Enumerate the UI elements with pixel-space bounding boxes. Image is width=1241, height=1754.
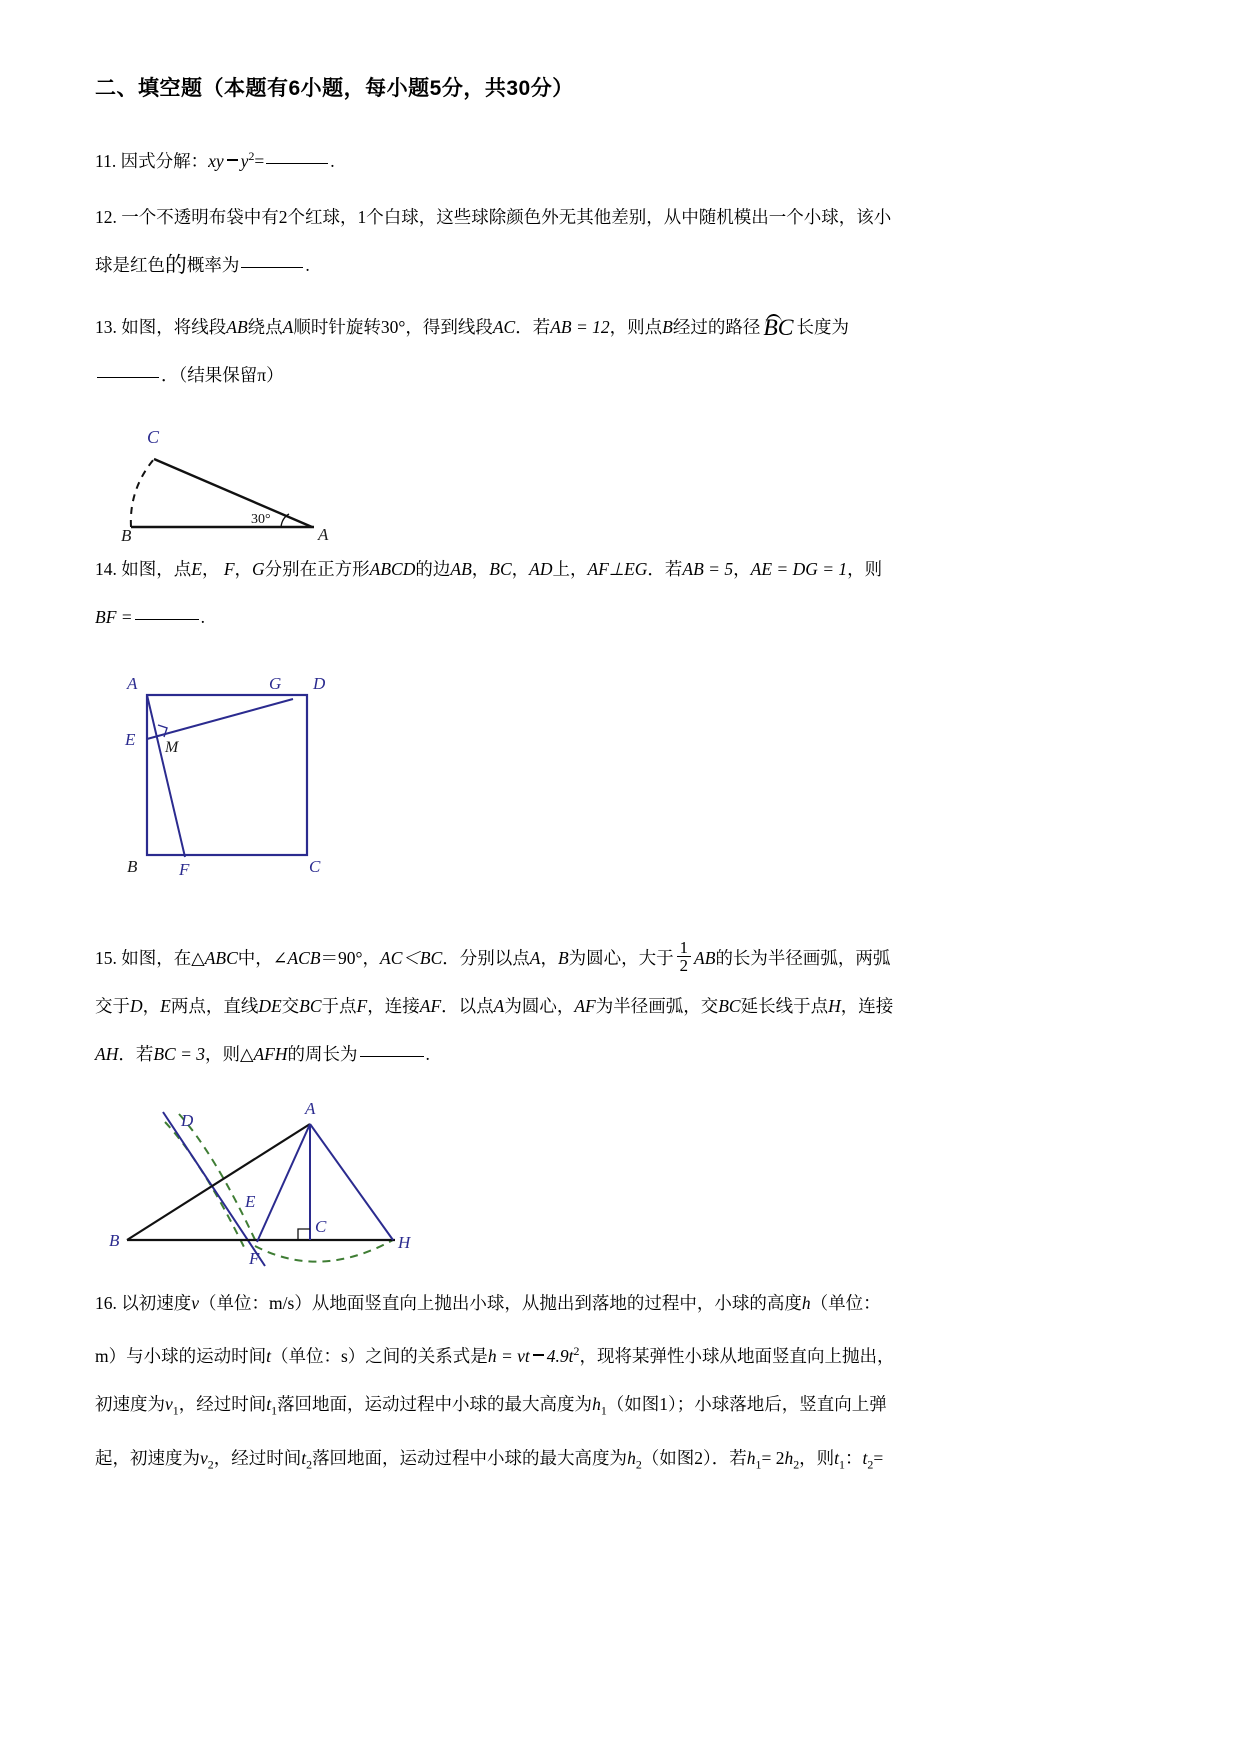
q13-point-b: B — [662, 316, 673, 337]
q15-point-b: B — [557, 947, 569, 968]
figure-q14-label-g: G — [269, 673, 282, 693]
q16-l2-a: m）与小球的运动时间 — [95, 1345, 267, 1366]
question-13-number: 13. — [95, 316, 117, 337]
q14-bf-label: BF = — [95, 606, 133, 627]
figure-q14 — [117, 667, 1155, 882]
q13-text-g: 长度为 — [796, 316, 850, 337]
q16-ratio-colon: ： — [845, 1448, 863, 1469]
question-12-de-char: 的 — [165, 252, 187, 277]
q15-point-d: D — [130, 995, 143, 1016]
q13-text-tail: ．（结果保留π） — [161, 364, 284, 385]
q16-cond-equals: = 2 — [761, 1448, 785, 1469]
q16-h2-subscript: 2 — [635, 1457, 642, 1472]
question-16-number: 16. — [95, 1292, 117, 1313]
figure-q15-label-f: F — [249, 1248, 260, 1268]
figure-q14-label-m: M — [165, 738, 179, 756]
q16-formula-tail: 4.9t — [546, 1345, 574, 1366]
q16-t2-symbol: t — [301, 1448, 307, 1469]
q16-v2-symbol: v — [200, 1448, 208, 1469]
q15-point-a: A — [529, 947, 541, 968]
q16-l4-e: ，则 — [799, 1448, 835, 1469]
question-15-number: 15. — [95, 947, 117, 968]
q15-seg-ah: AH — [95, 1043, 119, 1064]
q16-l2-c: ，现将某弹性小球从地面竖直向上抛出， — [579, 1345, 895, 1366]
q15-point-f: F — [356, 995, 368, 1016]
q13-text-e: ，则点 — [609, 316, 663, 337]
q14-perpendicular: AF⊥EG — [587, 558, 648, 579]
figure-q13-label-a: A — [318, 524, 329, 544]
formula-minus-icon — [533, 1354, 544, 1356]
q15-angle-acb: ACB — [287, 947, 321, 968]
segment-ca — [154, 459, 312, 527]
question-12-line1: 一个不透明布袋中有2个红球，1个白球，这些球除颜色外无其他差别，从中随机模出一个小球，该小 — [121, 206, 892, 227]
q11-answer-blank[interactable] — [266, 162, 328, 164]
segment-b-to-a — [127, 1124, 310, 1240]
question-14-number: 14. — [95, 558, 117, 579]
figure-q14-label-c: C — [309, 856, 321, 876]
construction-arc-left — [179, 1114, 257, 1244]
figure-q14-label-d: D — [313, 673, 326, 693]
q15-seg-ab: AB — [694, 947, 716, 968]
q15-line-de: DE — [258, 995, 282, 1016]
minus-bar-icon — [227, 159, 238, 161]
q13-text-b: 绕点 — [247, 316, 283, 337]
q16-l4-b: ，经过时间 — [213, 1448, 302, 1469]
q16-l1-c: （单位： — [810, 1292, 881, 1313]
q14-period: . — [200, 606, 205, 627]
section-heading: 二、填空题（本题有6小题，每小题5分，共30分） — [95, 77, 574, 100]
q16-ratio-equals: = — [873, 1448, 884, 1469]
q16-formula-head: h = vt — [487, 1345, 530, 1366]
q16-cond-h: h — [746, 1448, 756, 1469]
q16-l3-d: （如图1）；小球落地后，竖直向上弹 — [606, 1393, 887, 1414]
q12-answer-blank[interactable] — [241, 266, 303, 268]
question-11-number: 11. — [95, 150, 117, 171]
q13-point-a: A — [282, 316, 294, 337]
q13-text-a: 如图，将线段 — [121, 316, 227, 337]
q16-l3-a: 初速度为 — [95, 1393, 165, 1414]
q16-var-v: v — [191, 1292, 200, 1313]
figure-q15-label-c: C — [315, 1216, 327, 1236]
q14-text-e: ．若 — [647, 558, 683, 579]
q13-ab-value: AB = 12 — [550, 316, 610, 337]
q15-seg-af: AF — [419, 995, 442, 1016]
q13-seg-ab: AB — [226, 316, 248, 337]
q14-text-c: 的边 — [415, 558, 451, 579]
q16-t1-subscript: 1 — [271, 1403, 278, 1418]
question-15 — [95, 934, 1155, 1078]
question-14: 14. 如图，点E， F，G分别在正方形ABCD的边AB，BC，AD上，AF⊥EG．若AB = 5，AE = DG = 1，则 BF = . — [95, 558, 883, 627]
q11-expr-xy: xy — [208, 150, 224, 171]
q16-l4-c: 落回地面，运动过程中小球的最大高度为 — [312, 1448, 628, 1469]
q11-expr-y-exponent: 2 — [248, 149, 255, 163]
q14-point-e: E — [191, 558, 202, 579]
figure-q15-label-a: A — [305, 1098, 316, 1118]
q15-seg-af2: AF — [574, 995, 596, 1016]
q11-equals: = — [254, 150, 265, 171]
q16-ratio-t1-sub: 1 — [839, 1457, 845, 1472]
q15-comma-2: ， — [142, 995, 161, 1016]
q15-l2-d: 于点 — [321, 995, 357, 1016]
q15-l2-g: 为圆心， — [504, 995, 575, 1016]
q16-t2-subscript: 2 — [306, 1457, 313, 1472]
q11-period: . — [330, 150, 335, 171]
question-12 — [95, 193, 1155, 289]
q15-l2-h: 为半径画弧，交 — [595, 995, 719, 1016]
q13-text-f: 经过的路径 — [672, 316, 761, 337]
figure-q14-label-b: B — [127, 856, 138, 876]
q15-text-f: 的长为半径画弧，两弧 — [715, 947, 891, 968]
q16-l3-b: ，经过时间 — [178, 1393, 267, 1414]
question-12-line2a: 球是红色 — [95, 254, 165, 275]
q15-l3-b: ．若 — [118, 1043, 154, 1064]
question-13 — [95, 303, 1155, 399]
q14-ae-dg-value: AE = DG = 1 — [750, 558, 848, 579]
q14-answer-blank[interactable] — [135, 618, 199, 620]
right-angle-marker-c — [298, 1229, 310, 1240]
q13-seg-ac: AC — [492, 316, 516, 337]
q15-l3-d: 的周长为 — [287, 1043, 358, 1064]
q16-ratio-t2: t — [862, 1448, 868, 1469]
question-11 — [95, 132, 1155, 185]
q13-text-d: ．若 — [515, 316, 551, 337]
segment-af — [147, 695, 185, 857]
radius-arc-af-to-h — [255, 1240, 393, 1262]
q14-square-abcd: ABCD — [369, 558, 416, 579]
q16-h1-subscript: 1 — [600, 1403, 607, 1418]
q15-period: . — [425, 1043, 430, 1064]
q16-h1-symbol: h — [592, 1393, 601, 1414]
q15-l2-j: ，连接 — [840, 995, 894, 1016]
q15-comma-1: ， — [540, 947, 558, 968]
figure-q13-angle-label: 30° — [251, 511, 271, 527]
q16-t1-symbol: t — [266, 1393, 272, 1414]
q15-text-a: 如图，在△ — [121, 947, 205, 968]
q14-text-f: ，则 — [847, 558, 883, 579]
q14-side-ad: AD — [529, 558, 553, 579]
q14-text-a: 如图，点 — [121, 558, 192, 579]
segment-eg — [147, 699, 293, 739]
q15-l2-e: ，连接 — [367, 995, 420, 1016]
q16-l4-d: （如图2）．若 — [641, 1448, 747, 1469]
q14-text-b: 分别在正方形 — [264, 558, 370, 579]
q12-period: . — [305, 254, 310, 275]
figure-q15-label-h: H — [398, 1232, 411, 1252]
q15-ac-lt-bc: AC＜BC — [380, 947, 443, 968]
figure-q14-label-a: A — [127, 673, 138, 693]
q16-var-h: h — [801, 1292, 811, 1313]
figure-q15-label-e: E — [245, 1191, 256, 1211]
q15-point-e: E — [160, 995, 171, 1016]
line-de — [163, 1112, 265, 1266]
rotation-arc-path — [131, 459, 154, 527]
q15-point-a2: A — [493, 995, 505, 1016]
q15-fraction-one-half — [677, 939, 691, 975]
figure-q13-label-c: C — [147, 426, 160, 447]
question-16 — [95, 1279, 1155, 1489]
q15-text-e: 为圆心，大于 — [568, 947, 674, 968]
question-12-line2b: 概率为 — [186, 254, 240, 275]
q16-ratio-t2-sub: 2 — [867, 1457, 874, 1472]
q15-l3-c: ，则△ — [205, 1043, 254, 1064]
q16-v1-symbol: v — [165, 1393, 173, 1414]
q15-text-d: ．分别以点 — [442, 947, 530, 968]
q14-point-f: F — [223, 558, 235, 579]
q15-bc-value: BC = 3 — [153, 1043, 205, 1064]
q14-comma: ， — [733, 558, 751, 579]
construction-arc-right — [165, 1122, 245, 1249]
fraction-numerator: 1 — [677, 939, 691, 958]
q15-point-h: H — [828, 995, 841, 1016]
q15-seg-bc2: BC — [718, 995, 741, 1016]
q16-cond-h2: h — [784, 1448, 794, 1469]
figure-q15-label-b: B — [109, 1230, 120, 1250]
q16-formula-exponent: 2 — [573, 1343, 580, 1358]
q16-l3-c: 落回地面，运动过程中小球的最大高度为 — [277, 1393, 593, 1414]
q15-l2-i: 延长线于点 — [740, 995, 829, 1016]
q11-expr-y: y — [240, 150, 249, 171]
fraction-denominator: 2 — [679, 956, 689, 976]
q16-l4-a: 起，初速度为 — [95, 1448, 200, 1469]
figure-q14-label-f: F — [179, 859, 190, 879]
figure-q13 — [109, 409, 1155, 545]
q14-side-ab: AB — [450, 558, 472, 579]
question-12-number: 12. — [95, 206, 117, 227]
figure-q15-svg — [105, 1094, 445, 1269]
square-abcd-outline — [147, 695, 307, 855]
q15-text-b: 中，∠ — [237, 947, 288, 968]
q13-text-c: 顺时针旋转30°，得到线段 — [293, 316, 493, 337]
q15-answer-blank[interactable] — [360, 1055, 424, 1057]
q13-answer-blank[interactable] — [97, 376, 159, 378]
figure-q15 — [105, 1094, 1155, 1269]
q15-triangle-abc: ABC — [204, 947, 238, 968]
q13-arc-bc-symbol: BC — [763, 314, 794, 341]
q15-triangle-afh: AFH — [253, 1043, 288, 1064]
q16-l1-a: 以初速度 — [121, 1292, 192, 1313]
q16-v2-subscript: 2 — [207, 1457, 214, 1472]
page-content — [95, 72, 1155, 1495]
question-11-text: 因式分解： — [120, 150, 209, 171]
q15-seg-bc: BC — [299, 995, 322, 1016]
q15-l2-a: 交于 — [95, 995, 130, 1016]
q15-text-c: ＝90°， — [320, 947, 381, 968]
q15-l2-f: ．以点 — [441, 995, 494, 1016]
q14-point-g: G — [252, 558, 265, 579]
q16-var-t: t — [266, 1345, 271, 1366]
q15-l2-c: 交 — [281, 995, 300, 1016]
q14-text-d: 上， — [552, 558, 588, 579]
figure-q15-label-d: D — [181, 1110, 194, 1130]
q16-v1-subscript: 1 — [172, 1403, 179, 1418]
q16-ratio-t1: t — [834, 1448, 840, 1469]
q16-h2-symbol: h — [627, 1448, 636, 1469]
q16-l1-b: （单位：m/s）从地面竖直向上抛出小球，从抛出到落地的过程中，小球的高度 — [199, 1292, 802, 1313]
figure-q14-label-e: E — [125, 729, 136, 749]
q14-side-bc: BC — [489, 558, 512, 579]
q16-l2-b: （单位：s）之间的关系式是 — [271, 1345, 488, 1366]
q16-cond-h-sub: 1 — [755, 1457, 762, 1472]
q16-cond-h2-sub: 2 — [793, 1457, 800, 1472]
figure-q13-label-b: B — [121, 525, 132, 545]
q14-ab-value: AB = 5 — [682, 558, 734, 579]
q15-l2-b: 两点，直线 — [170, 995, 259, 1016]
figure-q13-svg — [109, 409, 389, 545]
figure-q14-svg — [117, 667, 377, 882]
